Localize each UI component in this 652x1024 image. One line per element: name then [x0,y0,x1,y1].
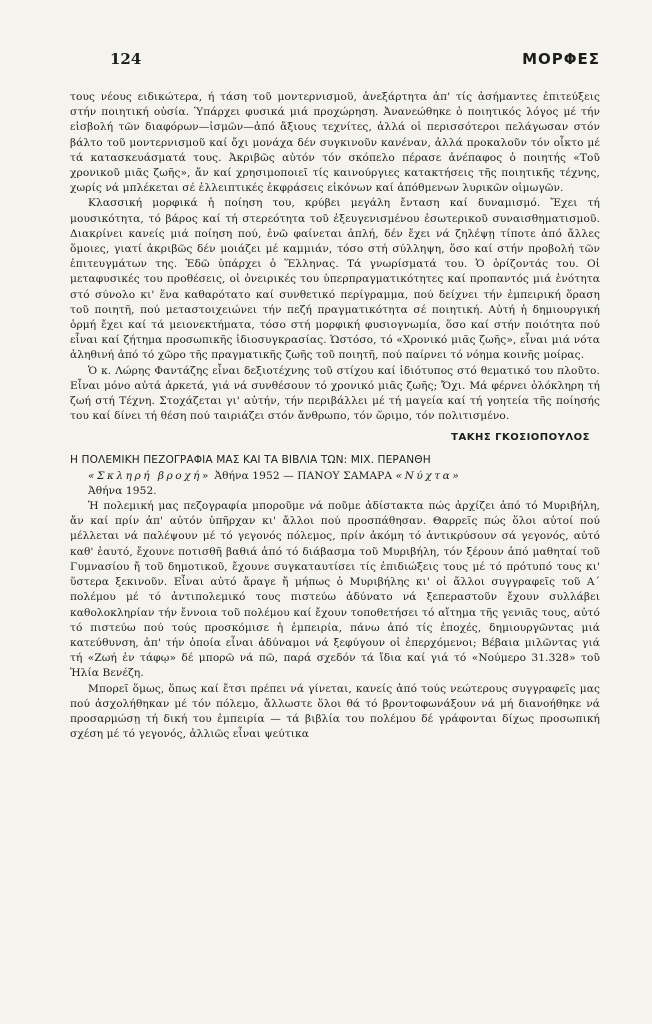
section-subheading [70,469,600,499]
review-one-paragraph-1: τους νέους ειδικώτερα, ή τάση τοῦ μοντερνισμοῦ, ἀνεξάρτητα ἀπ' τίς ἀσήμαντες ἐπιτεύξεις στήν ποιητική οὐσία. Ὑπάρχει φυσικά μιά προχώρηση. Ἀνανεώθηκε ὁ ποιητικός λόγος μέ τήν εἰσβολή τῶν διαφόρων—ἰσμῶν—ἀπό ἄξιους τεχνίτες, ἀλλά οἱ περισσότεροι πελάγωσαν στόν βάλτο τοῦ μοντερνισμοῦ καί ὄχι μονάχα δέν συγκινοῦν κανέναν, ἀλλά προκαλοῦν τόν οἶκτο μέ τά κατασκευάσματά τους. Ἀκριβῶς αὐτόν τόν σκόπελο πέρασε ἀνέπαφος ὁ ποιητής «Τοῦ χρονικοῦ μιᾶς ζωῆς», ἄν καί χρησιμοποιεῖ τίς καινούργιες κατακτήσεις τῆς ποιητικῆς τέχνης, χωρίς νά μπλέκεται σέ ἐλλειπτικές ἐκφράσεις εἰκόνων καί ἀπόθμενων λυρικῶν οἰμωγῶν. [70,91,600,195]
review-two-paragraph-1: Ἡ πολεμική μας πεζογραφία μποροῦμε νά ποῦμε ἀδίστακτα πώς ἀρχίζει ἀπό τό Μυριβήλη, ἄν καί πρίν ἀπ' αὐτόν ὑπῆρχαν κι' ἄλλοι πού προσπάθησαν. Θαρρεῖς πώς ὅλοι αὐτοί πού μέλλεται νά παλέψουν μέ τό γεγονός πόλεμος, πρίν ἀκόμη τό ἀντικρύσουν σά γεγονός, αὐτό καθ' ἑαυτό, ἔχουνε ποτισθῆ βαθιά ἀπό τό διάβασμα τοῦ Μυριβήλη, τόν ξέρουν ἀπό μαθηταί τοῦ Γυμνασίου ἤ τοῦ δημοτικοῦ, ἔχουνε συγκαταυτίσει τίς ἐπιδιώξεις τους μέ τό πρότυπό τους κι' ὕστερα ξεκινοῦν. Εἶναι αὐτό ἄραγε ἤ μήπως ὁ Μυριβήλης κι' οἱ ἄλλοι συγγραφεῖς τοῦ Α΄ πολέμου μέ τό ἀντιπολεμικό τους πιστεύω ἀδύνατο νά ξεπεραστοῦν ἔχουν συλλάβει καθολοκληρίαν τήν ἔννοια τοῦ πολέμου καί ἔχουν τοποθετήσει τό αἴτημα τῆς γενιᾶς τους, αὐτό τό πιστεύω πού τούς προσκόμισε ἡ ἐμπειρία, πάνω ἀπό τίς ἐποχές, δημιουργῶντας μιά κατεύθυνση, ἀπ' τήν ὁποία εἶναι ἀδύναμοι νά ξεφύγουν οἱ ἐπερχόμενοι; Βέβαια μιλῶντας γιά τή «Ζωή ἐν τάφῳ» δέ μπορῶ νά πῶ, παρά σχεδόν τά ἴδια καί γιά τό «Νούμερο 31.328» τοῦ Ἠλία Βενέζη. [70,500,600,680]
running-title: ΜΟΡΦΕΣ [522,50,600,68]
review-one-paragraph-2: Κλασσική μορφικά ἡ ποίηση του, κρύβει μεγάλη ἔνταση καί δυναμισμό. Ἔχει τή μουσικότητα, τό βάρος καί τή στερεότητα τοῦ ἐξευγενισμένου ἐσωτερικοῦ συναισθηματισμοῦ. Διακρίνει κανείς μιά ποίηση πού, ἐνῶ φαίνεται ἁπλή, δέν ἔχει νά ζηλέψῃ τίποτε ἀπό ἄλλες ὅμοιες, γιατί ἀκριβῶς δέν μοιάζει μέ καμμιάν, τόσο στή σύλληψη, ὅσο καί στήν προβολή τῶν ἐπιτευγμάτων της. Ἐδῶ ὑπάρχει ὁ Ἕλληνας. Τά γνωρίσματά του. Ὁ ὁρίζοντάς του. Οἱ μεταφυσικές του προθέσεις, οἱ ὀνειρικές του ὑπερπραγματικότητες καί προπαντός μιά ἑνότητα στό σύνολο κι' ἕνα καθαρότατο καί συνθετικό περίγραμμα, πού δείχνει τήν ἐμπειρική ὅραση τοῦ ποιητῆ, πού μεταστοιχειώνει τήν πεζή πραγματικότητα σέ ποιητική. Αὐτή ἡ δημιουργική ὁρμή ἔχει καί τά μειονεκτήματα, τόσο στή μορφική φυσιογνωμία, ὅσο καί στήν ποιότητα πού εἶναι καί ζήτημα προσωπικῆς ἰδιοσυγκρασίας. Ὡστόσο, τό «Χρονικό μιᾶς ζωῆς», εἶναι μιά νότα ἀληθινή ἀπό τό χῶρο τῆς πραγματικῆς ζωῆς τοῦ ποιητῆ, πού παίρνει τό νόημα κοινῆς μοίρας. [70,197,600,362]
page-number: 124 [110,50,142,68]
page-header [70,50,600,74]
review-two [70,453,600,742]
book-info: Ἀθήνα 1952 — ΠΑΝΟΥ ΣΑΜΑΡΑ [210,469,396,482]
book-info-end: Ἀθήνα 1952. [88,484,157,497]
review-one-paragraph-3: Ὁ κ. Λώρης Φαντάζης εἶναι δεξιοτέχνης τοῦ στίχου καί ἰδιότυπος στό θεματικό του πλοῦτο. Εἶναι μόνο αὐτά ἀρκετά, γιά νά συνθέσουν τό χρονικό μιᾶς ζωῆς; Ὄχι. Μά φέρνει ὁλόκληρη τή ζωή στή Τέχνη. Στοχάζεται γι' αὐτήν, τήν περιβάλλει μέ τή μαγεία καί τή γοητεία τῆς ποίησής του καί δίνει τή θέση πού ταιριάζει στόν ἄνθρωπο, τόν ὥριμο, τόν πολιτισμένο. [70,364,600,423]
section-heading: Η ΠΟΛΕΜΙΚΗ ΠΕΖΟΓΡΑΦΙΑ ΜΑΣ ΚΑΙ ΤΑ ΒΙΒΛΙΑ ΤΩΝ: ΜΙΧ. ΠΕΡΑΝΘΗ [70,454,431,467]
review-two-paragraph-2: Μπορεῖ ὅμως, ὅπως καί ἔτσι πρέπει νά γίνεται, κανείς ἀπό τούς νεώτερους συγγραφεῖς μας πού ἀσχολήθηκαν μέ τόν πόλεμο, ἄλλωστε ὅλοι θά τό βροντοφωνάξουν νά μή διανοήθηκε νά προσαρμώσῃ τή δική του ἐμπειρία — τά βιβλία του πολέμου δέ γράφονται δίχως προσωπική σχέση μέ τό γεγονός, ἀλλιῶς εἶναι ψεύτικα [70,682,600,741]
review-one [70,90,600,424]
author-signature: ΤΑΚΗΣ ΓΚΟΣΙΟΠΟΥΛΟΣ [451,432,590,444]
book-title-2: «Νύχτα» [395,469,462,482]
book-title-1: «Σκληρή βροχή» [88,469,211,482]
